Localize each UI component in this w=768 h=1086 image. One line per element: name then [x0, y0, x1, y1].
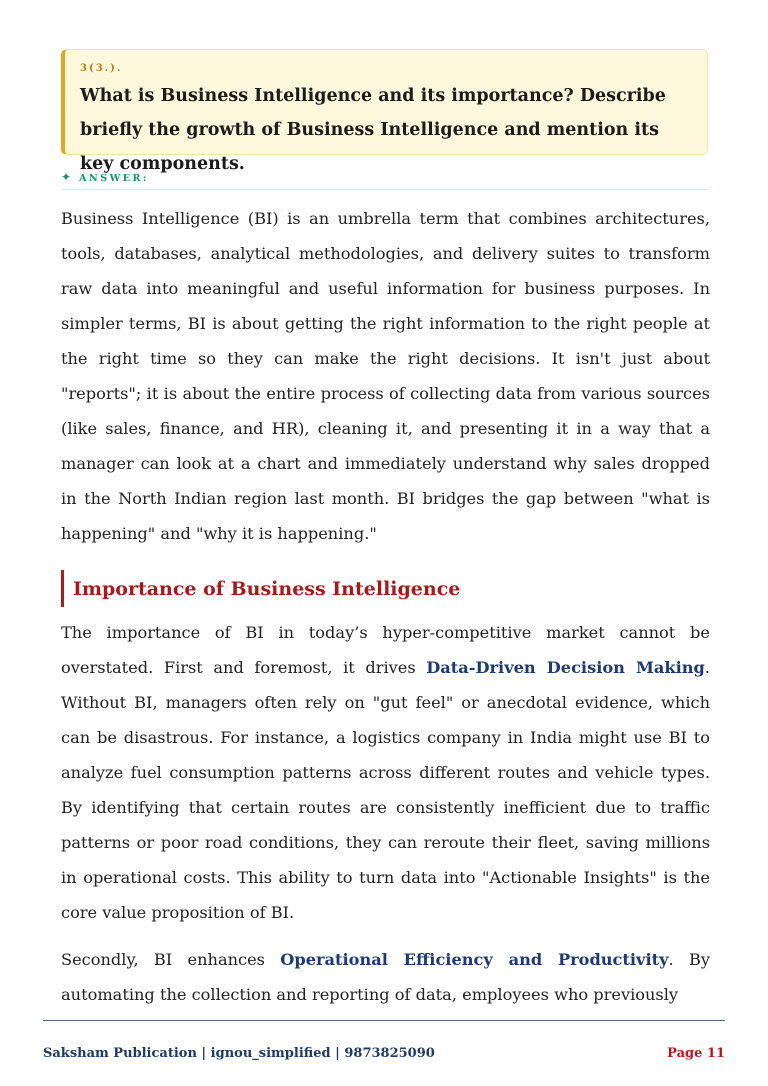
footer-publisher: Saksham Publication | ignou_simplified | 9873825090	[43, 1046, 435, 1061]
efficiency-text-1: Secondly, BI enhances	[61, 950, 281, 969]
importance-text-1: The importance of BI in today’s hyper-competitive market cannot be overstated. First and foremost, it drives	[61, 623, 710, 677]
highlight-operational-efficiency: Operational Efficiency and Productivity	[280, 950, 669, 969]
importance-text-2: . Without BI, managers often rely on "gut feel" or anecdotal evidence, which can be disastrous. For instance, a logistics company in India might use BI to analyze fuel consumption patterns across different routes and vehicle types. By identifying that certain routes are consistently inefficient due to traffic patterns or poor road conditions, they can reroute their fleet, saving millions in operational costs. This ability to turn data into "Actionable Insights" is the core value proposition of BI.	[61, 658, 710, 922]
section-heading-text: Importance of Business Intelligence	[73, 577, 461, 600]
footer-divider	[43, 1020, 725, 1021]
answer-label-row	[61, 166, 708, 190]
question-number: 3(3.).	[80, 63, 123, 74]
question-text: What is Business Intelligence and its importance? Describe briefly the growth of Business Intelligence and mention its key components.	[80, 86, 666, 174]
question-box	[61, 49, 708, 174]
efficiency-text-2: . By automating the collection and reporting of data, employees who previously	[61, 950, 710, 1004]
sparkle-icon: ✦	[61, 170, 72, 184]
highlight-data-driven: Data-Driven Decision Making	[426, 658, 705, 677]
section-heading	[61, 570, 460, 607]
intro-paragraph: Business Intelligence (BI) is an umbrella term that combines architectures, tools, databases, analytical methodologies, and delivery suites to transform raw data into meaningful and useful information for business purposes. In simpler terms, BI is about getting the right information to the right people at the right time so they can make the right decisions. It isn't just about "reports"; it is about the entire process of collecting data from various sources (like sales, finance, and HR), cleaning it, and presenting it in a way that a manager can look at a chart and immediately understand why sales dropped in the North Indian region last month. BI bridges the gap between "what is happening" and "why it is happening."	[61, 209, 710, 543]
answer-label: ANSWER:	[79, 173, 149, 184]
efficiency-paragraph	[61, 942, 710, 1012]
page-number: Page 11	[667, 1046, 725, 1061]
importance-paragraph	[61, 615, 710, 930]
